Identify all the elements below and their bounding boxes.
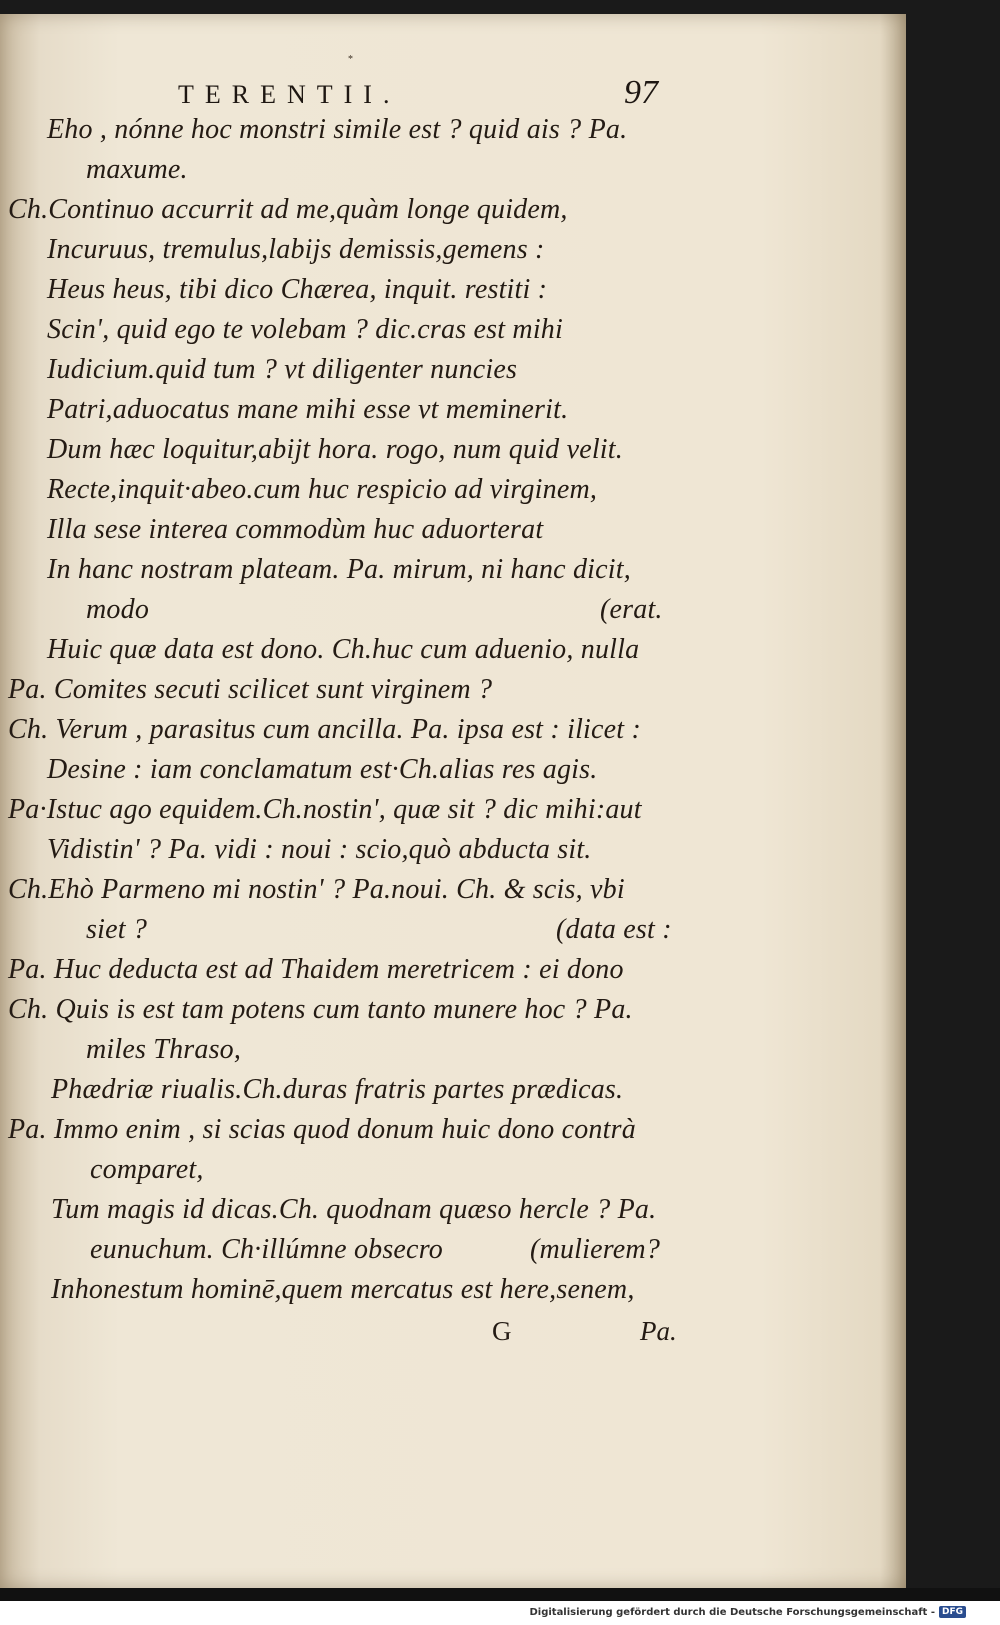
ornament-mark: *	[348, 54, 353, 65]
text-line: Vidistin' ? Pa. vidi : noui : scio,quò abducta sit.	[47, 834, 592, 865]
signature-mark: G	[492, 1316, 512, 1346]
text-line: Patri,aduocatus mane mihi esse vt meminerit.	[47, 394, 569, 425]
text-line: Ch. Quis is est tam potens cum tanto munere hoc ? Pa.	[8, 994, 633, 1025]
text-line: Dum hæc loquitur,abijt hora. rogo, num quid velit.	[47, 434, 623, 465]
text-line: In hanc nostram plateam. Pa. mirum, ni hanc dicit,	[47, 554, 631, 585]
text-line: eunuchum. Ch·illúmne obsecro	[90, 1234, 443, 1265]
text-line: siet ?	[86, 914, 148, 945]
book-page	[0, 14, 906, 1588]
text-line: Incuruus, tremulus,labijs demissis,gemens :	[47, 234, 545, 265]
text-line: Eho , nónne hoc monstri simile est ? quid ais ? Pa.	[47, 114, 628, 145]
text-line: Ch.Ehò Parmeno mi nostin' ? Pa.noui. Ch. & scis, vbi	[8, 874, 625, 905]
text-line: Heus heus, tibi dico Chærea, inquit. restiti :	[47, 274, 548, 305]
text-line: maxume.	[86, 154, 188, 185]
text-line: Pa. Comites secuti scilicet sunt virginem ?	[8, 674, 493, 705]
text-line: Scin', quid ego te volebam ? dic.cras est mihi	[47, 314, 563, 345]
text-line: Tum magis id dicas.Ch. quodnam quæso hercle ? Pa.	[51, 1194, 657, 1225]
text-line: miles Thraso,	[86, 1034, 242, 1065]
text-line: Phædriæ riualis.Ch.duras fratris partes prædicas.	[51, 1074, 624, 1105]
text-line-overflow: (erat.	[600, 594, 663, 625]
credit-text: Digitalisierung gefördert durch die Deutsche Forschungsgemeinschaft -	[529, 1606, 935, 1618]
text-line: Recte,inquit·abeo.cum huc respicio ad virginem,	[47, 474, 598, 505]
running-title: TERENTII.	[178, 80, 401, 109]
text-line: Pa. Immo enim , si scias quod donum huic dono contrà	[8, 1114, 636, 1145]
text-line: Pa. Huc deducta est ad Thaidem meretricem : ei dono	[8, 954, 624, 985]
text-line: Ch. Verum , parasitus cum ancilla. Pa. ipsa est : ilicet :	[8, 714, 641, 745]
scan-bottom-border	[0, 1588, 1000, 1601]
text-line: Ch.Continuo accurrit ad me,quàm longe quidem,	[8, 194, 568, 225]
text-line: Iudicium.quid tum ? vt diligenter nuncies	[47, 354, 518, 385]
catchword: Pa.	[640, 1316, 677, 1346]
page-number: 97	[624, 74, 658, 111]
digitization-credit	[529, 1606, 966, 1618]
text-block	[0, 14, 906, 1588]
text-line-overflow: (mulierem?	[530, 1234, 661, 1265]
text-line: Pa·Istuc ago equidem.Ch.nostin', quæ sit ? dic mihi:aut	[8, 794, 642, 825]
text-line-overflow: (data est :	[556, 914, 672, 945]
dfg-logo: DFG	[939, 1606, 966, 1618]
text-line: modo	[86, 594, 150, 625]
text-line: Huic quæ data est dono. Ch.huc cum aduenio, nulla	[47, 634, 640, 665]
text-line: Desine : iam conclamatum est·Ch.alias res agis.	[47, 754, 598, 785]
text-line: comparet,	[90, 1154, 204, 1185]
text-line: Illa sese interea commodùm huc aduorterat	[47, 514, 544, 545]
text-line: Inhonestum hominē,quem mercatus est here,senem,	[51, 1274, 635, 1305]
